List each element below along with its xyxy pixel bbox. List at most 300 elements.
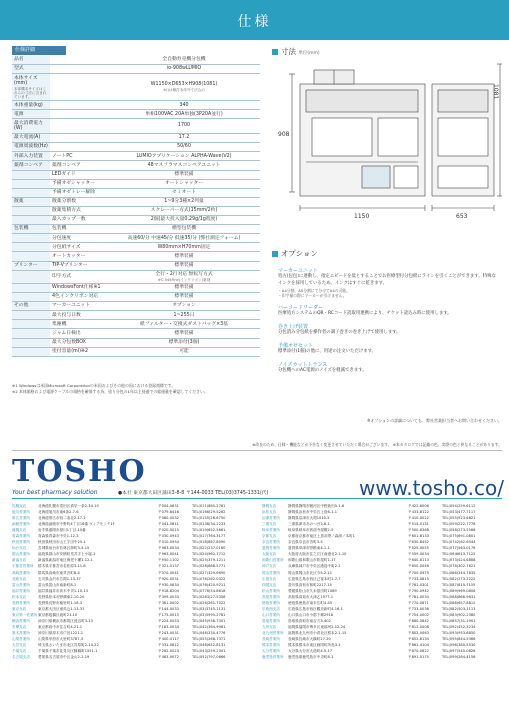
spec-cell-note: 本体機本サイズはこれらの寸法に含まれています。 — [14, 86, 47, 99]
branch-tel: TEL(0166)29-5262 — [192, 510, 226, 515]
branch-tel: TEL(045)938-7301 — [192, 618, 226, 623]
branch-tel: TEL(024)962-7712 — [192, 552, 226, 557]
spec-cell-c3: 可能 — [108, 347, 260, 356]
branch-tel: TEL(0138)34-2233 — [192, 522, 226, 527]
branch-addr: 広島県広島市西区己斐本町1-7-7 — [288, 576, 341, 581]
branch-name: 北九州営業所 — [262, 630, 284, 635]
branch-tel: TEL(078)302-7621 — [442, 564, 476, 569]
branch-addr: 福岡県北九州市小倉北区熊本2-1-15 — [288, 630, 347, 635]
branch-tel: TEL(093)953-6850 — [442, 630, 476, 635]
branch-tel: TEL(028)688-5771 — [192, 564, 226, 569]
footer-divider — [12, 498, 502, 499]
width-label: 1150 — [354, 213, 370, 220]
spec-row — [12, 74, 260, 101]
spec-cell-c1 — [12, 347, 50, 356]
branch-zip: 〒650-0046 — [408, 564, 429, 569]
branch-tel: TEL(092)452-3234 — [442, 624, 476, 629]
branch-addr: 香川県高松市林町2217-15 — [288, 582, 332, 587]
branch-name: 高知営業所 — [262, 594, 280, 599]
branch-name: 長野営業所 — [12, 600, 30, 605]
spec-cell-c3: オートシャッター — [108, 179, 260, 188]
branch-name: 帯広営業所 — [12, 516, 30, 521]
branch-addr: 東京都府中市住吉町4-21-1 — [38, 624, 83, 629]
branch-addr: 岐阜県岐阜市茜部寺屋敷2-5 — [288, 528, 334, 533]
spec-row — [12, 134, 260, 143]
spec-cell-c1 — [12, 311, 50, 320]
spec-row — [12, 270, 260, 283]
branch-addr: 神奈川県横浜市都筑区池辺町3-13 — [38, 618, 93, 623]
branch-addr: 富山県富山市南新町8-1 — [38, 582, 77, 587]
spec-cell-c1: 最大電流(A) — [12, 134, 50, 143]
spec-cell-c2 — [50, 110, 108, 119]
spec-cell-c3: 1~255日 — [108, 311, 260, 320]
branch-tel: TEL(022)237-0160 — [192, 546, 226, 551]
spec-row — [12, 293, 260, 302]
branch-tel: TEL(054)259-6112 — [442, 504, 476, 508]
spec-cell-c3: 標準装備 — [108, 252, 260, 261]
branch-name: 東京第一営業所 — [12, 612, 38, 617]
spec-cell-c2: 4色インクリボン対応 — [50, 293, 108, 302]
branch-zip: 〒950-1102 — [158, 558, 179, 563]
spec-note-2: ※2 本体価格および電源ケーブルの規格を確保する為、塗り分包の1年以上経過での総運量を確認してください。 — [12, 388, 208, 394]
branch-tel: TEL(0155)26-6750 — [192, 516, 226, 521]
branch-row — [262, 654, 502, 660]
branch-zip: 〒399-0033 — [158, 594, 179, 599]
branch-tel: TEL(011)885-2781 — [192, 504, 226, 508]
spec-cell-c2 — [50, 143, 108, 152]
branch-addr: 静岡県静岡市駿河区中野新田5-1-6 — [288, 504, 345, 508]
option-title: 予備オゼセット — [278, 342, 313, 349]
branch-addr: 兵庫県神戸市中央区港島中町2-1 — [288, 564, 341, 569]
spec-row — [12, 188, 260, 197]
branch-tel: TEL(027)329-6690 — [192, 570, 226, 575]
branch-addr: 静岡県沼津市大岡1010-5 — [288, 516, 330, 521]
branch-name: 大宮支店 — [12, 643, 27, 648]
branch-zip: 〒224-0053 — [158, 618, 179, 623]
branch-zip: 〒410-0022 — [408, 516, 429, 521]
spec-cell-c3: 標準装備 — [108, 261, 260, 270]
spec-cell-c2: 予備オゼシャッター — [50, 179, 108, 188]
branch-zip: 〒514-0131 — [408, 522, 429, 527]
spec-cell-c1 — [12, 206, 50, 215]
branch-name: 大分営業所 — [262, 649, 280, 654]
spec-row — [12, 225, 260, 234]
spec-row — [12, 197, 260, 206]
spec-row — [12, 101, 260, 110]
branch-zip: 〒754-0002 — [408, 612, 429, 617]
spec-cell-c2: 分包紙サイズ — [50, 243, 108, 252]
spec-cell-c3: 横型包装機 — [108, 225, 260, 234]
spec-cell-c1 — [12, 179, 50, 188]
spec-cell-c3: 2個(最大投入量0.29g/1g程度) — [108, 216, 260, 225]
spec-cell-c1: 散薬 — [12, 197, 50, 206]
spec-cell-c3: 1700 — [108, 119, 260, 134]
spec-row — [12, 143, 260, 152]
spec-row — [12, 311, 260, 320]
spec-cell-c2: TIP-Vプリンター — [50, 261, 108, 270]
branch-name: 横浜営業所 — [12, 618, 30, 623]
branch-zip: 〒861-4104 — [408, 643, 429, 648]
branch-zip: 〒079-8416 — [158, 510, 179, 515]
branch-addr: 鹿児島県鹿児島市中央町8-1 — [288, 655, 334, 660]
branch-zip: 〒370-0041 — [158, 570, 179, 575]
branch-addr: 大分県大分市大道町4-5-17 — [288, 649, 333, 654]
heading-square-icon — [272, 49, 278, 55]
branch-tel: TEL(082)503-1113 — [442, 606, 476, 611]
branch-name: 熊本営業所 — [262, 643, 280, 648]
branch-zip: 〒381-0002 — [158, 600, 179, 605]
branch-zip: 〒918-8204 — [158, 588, 179, 593]
branch-name: 千葉支店 — [12, 649, 27, 654]
branch-addr: 千葉県千葉市花見川区犢橋町1551-1 — [38, 649, 98, 654]
branch-zip: 〒331-0812 — [158, 643, 179, 648]
branch-tel: TEL(042)364-9981 — [192, 624, 226, 629]
spec-cell-c2: ノートPC — [50, 152, 108, 161]
branch-zip: 〒183-0034 — [158, 624, 179, 629]
branch-name: 旭川営業所 — [12, 510, 30, 515]
spec-cell-c3: 標準装備 — [108, 293, 260, 302]
spec-cell-c2: WindowsFont仕様※1 — [50, 283, 108, 292]
branch-tel: TEL(076)262-0322 — [192, 576, 226, 581]
branch-tel: TEL(025)379-1211 — [192, 558, 226, 563]
branch-name: 広島西支店 — [262, 606, 280, 611]
spec-cell-note: ※C-545Fine(インクリボン)薬剤 — [157, 277, 211, 282]
branch-addr: 静岡県浜松市中央区上島6-1-1 — [288, 510, 337, 515]
option-description: 医療処方システムのQR・RCコード読取用連携により、チケット読込み時に使用します。 — [278, 311, 452, 317]
branch-name: 奈良営業所 — [262, 540, 280, 545]
spec-cell-c1 — [12, 270, 50, 283]
option-note: ・A4分割、A5分割にて分けてA4の可能。 — [278, 287, 350, 293]
branch-name: 北陸支店 — [12, 576, 27, 581]
branch-name: 岡山営業所 — [262, 570, 280, 575]
branch-addr: 神奈川県厚木市戸田1221-1 — [38, 630, 84, 635]
branch-zip: 〒175-0015 — [158, 612, 179, 617]
branch-tel: TEL(086)244-7835 — [442, 570, 476, 575]
spec-cell-c3: オプション — [108, 302, 260, 311]
branch-name: 秋田営業所 — [12, 540, 30, 545]
branch-list-right — [262, 503, 502, 660]
branch-tel: TEL(026)261-7022 — [192, 600, 226, 605]
spec-row — [12, 110, 260, 119]
branch-zip: 〒262-0023 — [158, 649, 179, 654]
branch-zip: 〒770-0871 — [408, 600, 429, 605]
branch-name: 広島支店 — [262, 576, 277, 581]
branch-zip: 〒243-0031 — [158, 630, 179, 635]
spec-cell-c2: 予備オゼトレー解除 — [50, 188, 108, 197]
spec-cell-c2: 散薬分割数 — [50, 197, 108, 206]
branch-addr: 愛媛県松山市久米窪田町1089 — [288, 588, 337, 593]
branch-addr: 岩手県盛岡市厨川1丁目-10番 — [38, 528, 86, 533]
spec-cell-c2: オートカッター — [50, 252, 108, 261]
branch-name: 高崎営業所 — [12, 570, 30, 575]
depth-label: 653 — [456, 213, 468, 220]
spec-cell-c1: 本体重量(kg) — [12, 101, 50, 110]
branch-tel: TEL(0742)62-6544 — [442, 540, 476, 545]
spec-cell-c1 — [12, 234, 50, 243]
spec-cell-c3: 50/60 — [108, 143, 260, 152]
spec-cell-c1: 型式 — [12, 65, 50, 74]
branch-name: 松本支店 — [12, 594, 27, 599]
spec-cell-c1: 外部入力装置 — [12, 152, 50, 161]
spec-cell-c1 — [12, 320, 50, 329]
spec-cell-c3: 全自動券売機分包機 — [108, 56, 260, 65]
branch-zip: 〒400-0117 — [158, 637, 179, 642]
options-list — [278, 262, 500, 374]
branch-name: 浜松支店 — [262, 510, 277, 515]
spec-row — [12, 206, 260, 215]
branch-tel: TEL(053)477-7117 — [442, 510, 476, 515]
branch-tel: TEL(099)284-4156 — [442, 655, 476, 660]
branch-tel: TEL(095)844-5366 — [442, 637, 476, 642]
spec-cell-c3: 1~9分3種×2列量 — [108, 197, 260, 206]
branch-addr: 山梨県甲府市大里町3787-3 — [38, 637, 84, 642]
branch-zip: 〒963-0041 — [158, 552, 179, 557]
branch-tel: TEL(097)545-0826 — [442, 649, 476, 654]
spec-row — [12, 338, 260, 347]
spec-row — [12, 347, 260, 356]
branch-name: 函館営業所 — [12, 522, 30, 527]
branch-name: 名古屋支店 — [12, 655, 30, 660]
option-description: 処方(包包)に連動し、指定エビードを低とすることでお医療型付分包紙にラインを引くことができます。特殊なインクを採用しているため、インクはすぐに乾きます。 — [278, 274, 496, 286]
spec-cell-c3: 標準装備 — [108, 283, 260, 292]
branch-addr: 埼玉県さいたま市北区宮原町2-14-22 — [38, 643, 99, 648]
branch-tel: TEL(089)969-0806 — [442, 588, 476, 593]
branch-addr: 岡山県岡山市北区今5-2-11 — [288, 570, 333, 575]
branch-name: 徳島営業所 — [262, 600, 280, 605]
branch-addr: 大阪府大阪市住之江区南港北2-1-10 — [288, 552, 347, 557]
disclaimer: ※改良のため、仕様・機能などが予告なく変更させていただく場合がございます。 ※本カタログでは記載の色、実際の色と異なることがあります。 — [252, 442, 502, 447]
branch-zip: 〒004-0831 — [158, 504, 179, 508]
spec-cell-c2: マーカーユニット — [50, 302, 108, 311]
branch-addr: 山口県山口市小郡下郷2918 — [288, 612, 334, 617]
spec-cell-c3: 340 — [108, 101, 260, 110]
branch-name: 仙台支店 — [12, 546, 27, 551]
spec-cell-c1 — [12, 243, 50, 252]
option-description: 分包済み分包紙を操作者の調子巻きの巻き上げて使用します。 — [278, 329, 401, 335]
spec-cell-c1 — [12, 170, 50, 179]
spec-row — [12, 152, 260, 161]
branch-addr: 長野県松本市野溝東2-10-20 — [38, 594, 85, 599]
spec-cell-c2: 最大分包数BOX — [50, 338, 108, 347]
branch-tel: TEL(058)273-5566 — [442, 528, 476, 533]
branch-zip: 〒733-0036 — [408, 606, 429, 611]
branch-zip: 〒680-0842 — [408, 618, 429, 623]
header-banner — [0, 0, 509, 40]
branch-tel: TEL(043)259-2301 — [192, 649, 226, 654]
branch-tel: TEL(087)815-7155 — [442, 582, 476, 587]
spec-row — [12, 65, 260, 74]
branch-tel: TEL(096)380-5530 — [442, 643, 476, 648]
branch-zip: 〒010-0954 — [158, 540, 179, 545]
spec-cell-c2 — [50, 56, 108, 65]
option-note: ・印字量の際にマーカーが引けません。 — [278, 293, 347, 299]
branch-name: 郡山営業所 — [12, 552, 30, 557]
spec-row — [12, 252, 260, 261]
branch-name: 和歌山営業所 — [262, 558, 284, 563]
spec-cell-c1: 電源 — [12, 110, 50, 119]
branch-addr: 群馬県高崎市東貝沢町8-4 — [38, 570, 80, 575]
spec-cell-c1: 品名 — [12, 56, 50, 65]
branch-tel: TEL(059)222-7778 — [442, 522, 476, 527]
branch-tel: TEL(0857)31-1901 — [442, 618, 476, 623]
branch-name: 神戸支店 — [262, 564, 277, 569]
spec-cell-c2: 散薬集積方式 — [50, 206, 108, 215]
branch-zip: 〒781-0034 — [408, 594, 429, 599]
spec-cell-c3: 17.2 — [108, 134, 260, 143]
spec-cell-c1 — [12, 338, 50, 347]
branch-addr: 福井県福井市高木中央1-10-13 — [38, 588, 88, 593]
spec-row — [12, 320, 260, 329]
branch-addr: 愛知県名古屋市中区金山2-2-19 — [38, 655, 90, 660]
branch-addr: 京都府京都市南区上鳥羽塔ノ森洞ノ本町1 — [288, 534, 355, 539]
spec-row — [12, 179, 260, 188]
spec-cell-c2 — [50, 65, 108, 74]
branch-name: 山梨営業所 — [12, 637, 30, 642]
branch-tel: TEL(0776)54-8618 — [192, 588, 226, 593]
branch-addr: 奈良県奈良市杏町3-5 — [288, 540, 323, 545]
branch-name: 青森営業所 — [12, 534, 30, 539]
dimensions-heading — [272, 46, 320, 57]
spec-cell-c3: セミオート — [108, 188, 260, 197]
branch-addr: 高知県高知市大津乙1977-1 — [288, 594, 334, 599]
branch-zip: 〒020-0015 — [158, 528, 179, 533]
option-title: ノイズカットトランス — [278, 361, 328, 368]
branch-addr: 福岡県福岡市博多区東那珂2-12-24 — [288, 624, 346, 629]
spec-cell-c2: 分包速度 — [50, 234, 108, 243]
branch-name: 松山営業所 — [262, 588, 280, 593]
branch-addr: 徳島県徳島市南末広町4-45 — [288, 600, 333, 605]
spec-row — [12, 329, 260, 338]
spec-cell-c1 — [12, 293, 50, 302]
branch-zip: 〒930-0834 — [158, 582, 179, 587]
branch-name: 京都支店 — [262, 534, 277, 539]
branch-tel: TEL(0263)27-5356 — [192, 594, 226, 599]
spec-cell-c3: スクレーパー方式(15mm/2枚) — [108, 206, 260, 215]
spec-row — [12, 283, 260, 292]
branch-name: 長崎営業所 — [262, 637, 280, 642]
spec-row — [12, 302, 260, 311]
spec-cell-c3: 標準装備 — [108, 329, 260, 338]
branch-tel: TEL(055)268-7371 — [192, 637, 226, 642]
branch-zip: 〒433-8122 — [408, 510, 429, 515]
spec-cell-c3: 紙フィルター・交換式ダストバッグ×3基 — [108, 320, 260, 329]
branch-addr: 広島県広島市西区観音新町4-16-1 — [288, 606, 343, 611]
spec-row — [12, 216, 260, 225]
branch-addr: 北海道札幌市清田区真栄一条2-34-10 — [38, 504, 99, 508]
spec-cell-c2: 最入カップ一数 — [50, 216, 108, 225]
branch-zip: 〒080-0032 — [158, 516, 179, 521]
heading-square-icon — [272, 251, 278, 257]
branch-zip: 〒891-0175 — [408, 655, 429, 660]
branch-name: 山口営業所 — [262, 612, 280, 617]
branch-addr: 三重県津市あのつ台2-8-1 — [288, 522, 330, 527]
branch-tel: TEL(076)420-9711 — [192, 582, 226, 587]
branch-addr: 長崎県長崎市大橋町27-20 — [288, 637, 331, 642]
branch-tel: TEL(075)691-0801 — [442, 534, 476, 539]
spec-cell-c1: プリンター — [12, 261, 50, 270]
option-title: 巻き上げ装置 — [278, 323, 309, 330]
branch-addr: 鳥取県鳥取市南吉方3-402 — [288, 618, 331, 623]
branch-addr: 滋賀県草津市野路東4-1-1 — [288, 546, 330, 551]
branch-addr: 秋田県秋田市山王字田中25-1 — [38, 540, 86, 545]
website-link[interactable]: www.tosho.co/ — [359, 476, 504, 500]
branch-tel: TEL(083)902-2380 — [442, 612, 476, 617]
branch-tel: TEL(088)657-8812 — [442, 600, 476, 605]
spec-cell-c1 — [12, 216, 50, 225]
spec-cell-c2 — [50, 74, 108, 101]
branch-name: 九州支店 — [262, 624, 277, 629]
branch-tel: TEL(046)230-4776 — [192, 630, 226, 635]
branch-zip: 〒983-0034 — [158, 546, 179, 551]
dimensions-heading-text: 寸法 — [281, 47, 296, 56]
tosho-logo: TOSHO — [12, 454, 147, 489]
spec-cell-note: ※()は操作本体外寸法込の — [163, 87, 205, 92]
branch-zip: 〒500-8368 — [408, 528, 429, 533]
branch-name: 厚木営業所 — [12, 630, 30, 635]
spec-cell-c3: 高速60/分 中速45/分 低速35/分 (弊社測定フォーム) — [108, 234, 260, 243]
divider — [12, 450, 502, 451]
branch-tel: TEL(03)3745-1131 — [192, 606, 226, 611]
spec-cell-c2 — [50, 134, 108, 143]
branch-name: 札幌支店 — [12, 504, 27, 508]
branch-list-left — [12, 503, 252, 660]
spec-cell-c2: 塗付容量(ml)※2 — [50, 347, 108, 356]
branch-tel: TEL(019)652-5661 — [192, 528, 226, 533]
dimensions-unit: 単位(mm) — [298, 51, 320, 56]
branch-name: 新潟支店 — [12, 558, 27, 563]
spec-row — [12, 243, 260, 252]
spec-cell-c2: ジャム日検出 — [50, 329, 108, 338]
spec-row — [12, 234, 260, 243]
spec-row — [12, 170, 260, 179]
branch-addr: 東京都板橋区坂町21-10 — [38, 612, 78, 617]
spec-cell-c3: io-908wLUMIO — [108, 65, 260, 74]
spec-cell-c2: 集塵機 — [50, 320, 108, 329]
branch-zip: 〒790-0942 — [408, 588, 429, 593]
branch-addr: 宮城県仙台市若林区卸町3-5-15 — [38, 546, 90, 551]
branch-addr: 新潟県新潟市東区海老ケ瀬1-12-1 — [38, 558, 93, 563]
branch-zip: 〒630-8452 — [408, 540, 429, 545]
machine-dimension-drawing — [272, 62, 502, 234]
branch-tel: TEL(082)273-2222 — [442, 576, 476, 581]
spec-cell-c3: W1150×D653×H908(1081) ※()は操作本体外寸法込の — [108, 74, 260, 101]
branch-zip: 〒812-0008 — [408, 624, 429, 629]
option-description: 分包機へのAC電源のノイズを軽減できます。 — [278, 367, 367, 373]
branch-addr: 北海道函館市中野町4丁目16番 ヴィアモンテ1F — [38, 522, 115, 527]
branch-name: 静岡支店 — [262, 504, 277, 508]
branch-tel: TEL(017)764-3177 — [192, 534, 226, 539]
branch-zip: 〒700-0975 — [408, 570, 429, 575]
spec-cell-c3: W80mm×H70mm固定 — [108, 243, 260, 252]
spec-cell-c2 — [50, 101, 108, 110]
branch-name: 鳥取営業所 — [262, 618, 280, 623]
branch-tel: TEL(03)5995-2781 — [192, 612, 226, 617]
spec-note-1: ※1 Windowsは米国Microsoft Corporationの米国およびその他の国における登録商標です。 — [12, 383, 176, 388]
spec-cell-c1: その他 — [12, 302, 50, 311]
branch-addr: 栃木県宇都宮市若松原3-11-8 — [38, 564, 86, 569]
spec-cell-c1: 本体サイズ(mm) 本体機本サイズはこれらの寸法に含まれています。 — [12, 74, 50, 101]
branch-name: 富山営業所 — [12, 582, 30, 587]
spec-cell-c2: 印字方式 — [50, 270, 108, 283]
spec-row — [12, 119, 260, 134]
branch-zip: 〒525-0055 — [408, 546, 429, 551]
branch-tel: TEL(052)797-0666 — [192, 655, 226, 660]
branch-name: 宇都宮営業所 — [12, 564, 34, 569]
branch-name: 多摩支店 — [12, 624, 27, 629]
branch-tel: TEL(06)6613-7122 — [442, 552, 476, 557]
branch-row — [12, 654, 252, 660]
branch-name: 沼津営業所 — [262, 516, 280, 521]
